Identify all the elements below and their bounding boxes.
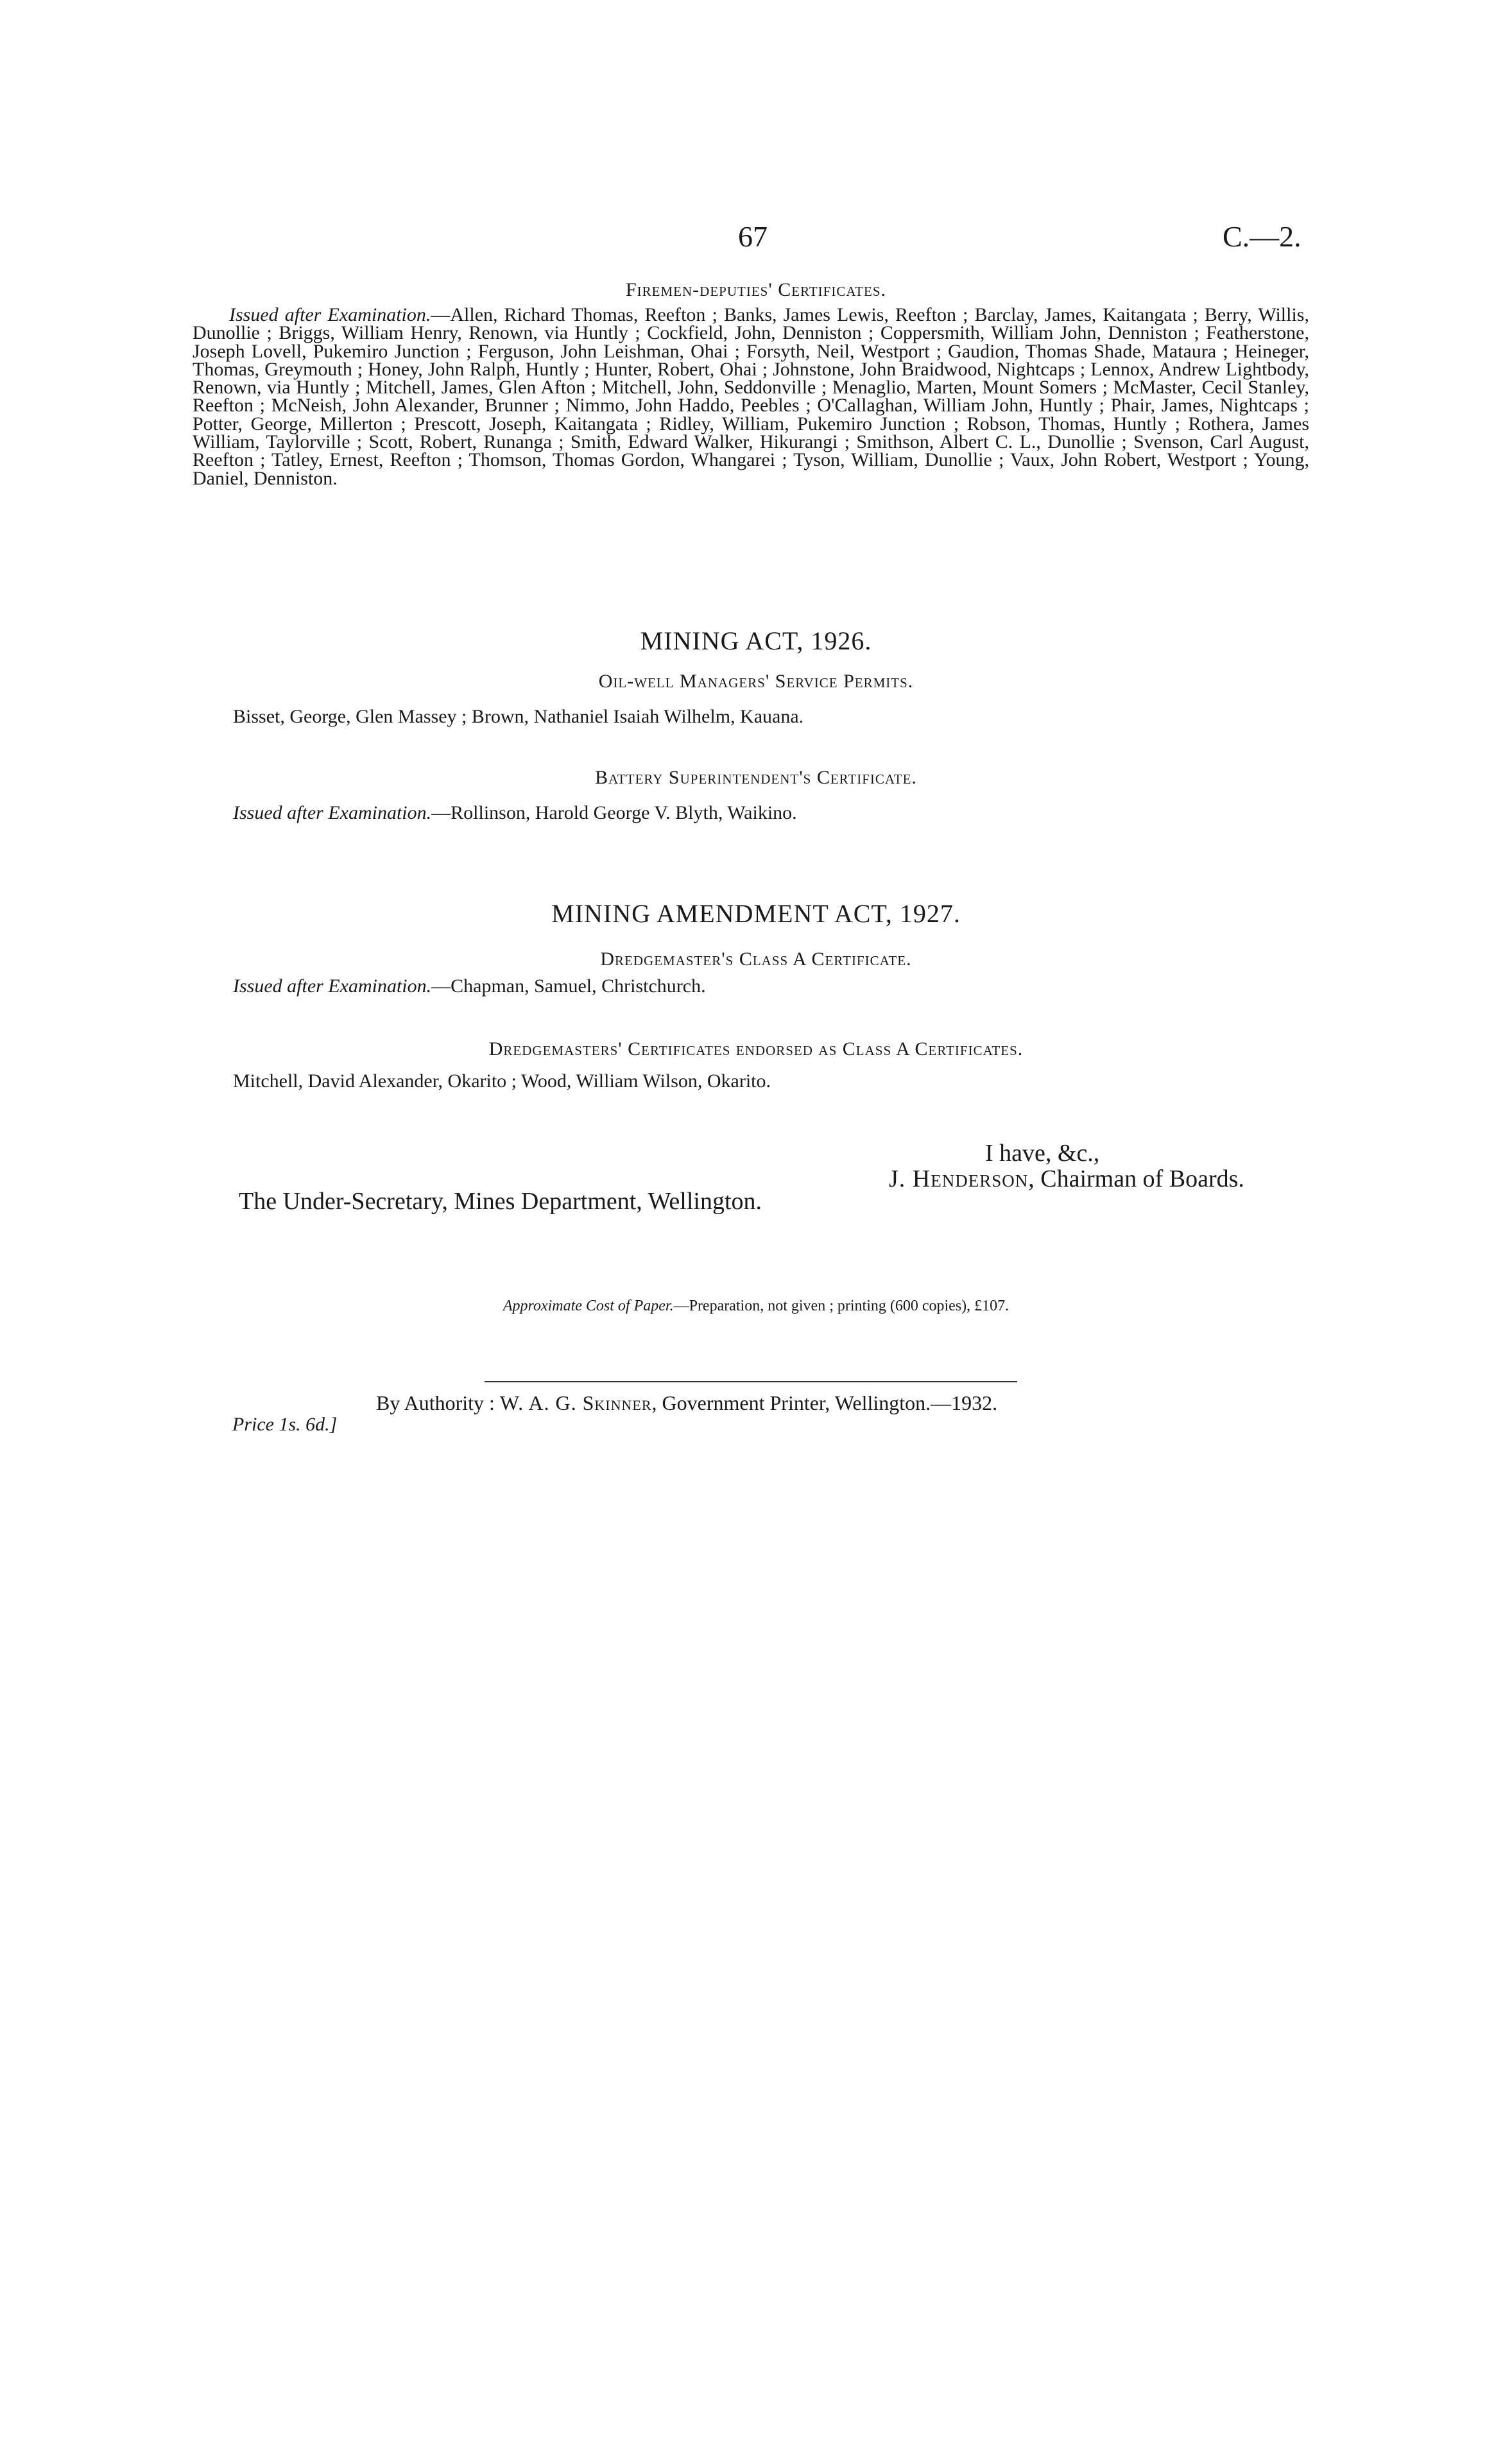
signatory bbox=[889, 1165, 1244, 1193]
issued-label: Issued after Examination. bbox=[233, 802, 432, 823]
authority-prefix: By Authority : bbox=[376, 1391, 495, 1414]
authority-suffix: , Government Printer, Wellington.—1932. bbox=[651, 1391, 998, 1414]
mining-amendment-1927-title: MINING AMENDMENT ACT, 1927. bbox=[551, 899, 961, 928]
oil-well-names: Bisset, George, Glen Massey ; Brown, Nathaniel Isaiah Wilhelm, Kauana. bbox=[233, 706, 804, 727]
cost-text: —Preparation, not given ; printing (600 copies), £107. bbox=[673, 1298, 1009, 1314]
signatory-title: , Chairman of Boards. bbox=[1028, 1165, 1244, 1192]
price: Price 1s. 6d.] bbox=[232, 1414, 338, 1435]
battery-heading: Battery Superintendent's Certificate. bbox=[595, 767, 917, 788]
endorsed-names: Mitchell, David Alexander, Okarito ; Wood, William Wilson, Okarito. bbox=[233, 1070, 771, 1092]
salutation: I have, &c., bbox=[985, 1140, 1100, 1167]
printer-name: W. A. G. Skinner bbox=[499, 1391, 652, 1414]
class-a-names: —Chapman, Samuel, Christchurch. bbox=[431, 975, 706, 997]
addressee: The Under-Secretary, Mines Department, Wellington. bbox=[239, 1188, 762, 1215]
class-a-paragraph bbox=[233, 975, 706, 997]
oil-well-heading: Oil-well Managers' Service Permits. bbox=[598, 671, 914, 692]
endorsed-heading: Dredgemasters' Certificates endorsed as Class A Certificates. bbox=[488, 1038, 1024, 1060]
document-code: C.—2. bbox=[1223, 220, 1302, 253]
battery-paragraph bbox=[233, 802, 797, 824]
mining-act-1926-title: MINING ACT, 1926. bbox=[640, 626, 872, 655]
page-number: 67 bbox=[738, 220, 768, 253]
firemen-names: —Allen, Richard Thomas, Reefton ; Banks, James Lewis, Reefton ; Barclay, James, Kaitangata ; Berry, Willis, Dunollie ; Briggs, William Henry, Renown, via Huntly ; Cockfield, John, Denniston ; Coppersmith, William John, Denniston ; Featherstone, Joseph Lovell, Pukemiro Junction ; Ferguson, John Leishman, Ohai ; Forsyth, Neil, Westport ; Gaudion, Thomas Shade, Mataura ; Heineger, Thomas, Greymouth ; Honey, John Ralph, Huntly ; Hunter, Robert, Ohai ; Johnstone, John Braidwood, Nightcaps ; Lennox, Andrew Lightbody, Renown, via Huntly ; Mitchell, James, Glen Afton ; Mitchell, John, Seddonville ; Menaglio, Marten, Mount Somers ; McMaster, Cecil Stanley, Reefton ; McNeish, John Alexander, Brunner ; Nimmo, John Haddo, Peebles ; O'Callaghan, William John, Huntly ; Phair, James, Nightcaps ; Potter, George, Millerton ; Prescott, Joseph, Kaitangata ; Ridley, William, Pukemiro Junction ; Robson, Thomas, Huntly ; Rothera, James William, Taylorville ; Scott, Robert, Runanga ; Smith, Edward Walker, Hikurangi ; Smithson, Albert C. L., Dunollie ; Svenson, Carl August, Reefton ; Tatley, Ernest, Reefton ; Thomson, Thomas Gordon, Whangarei ; Tyson, William, Dunollie ; Vaux, John Robert, Westport ; Young, Daniel, Denniston. bbox=[193, 304, 1309, 489]
authority-line bbox=[376, 1391, 997, 1415]
cost-note bbox=[0, 1298, 1512, 1315]
cost-label: Approximate Cost of Paper. bbox=[503, 1298, 674, 1314]
firemen-paragraph bbox=[193, 306, 1309, 488]
class-a-heading: Dredgemaster's Class A Certificate. bbox=[600, 949, 912, 970]
issued-label: Issued after Examination. bbox=[233, 975, 432, 997]
issued-label: Issued after Examination. bbox=[229, 304, 431, 325]
firemen-heading: Firemen-deputies' Certificates. bbox=[626, 279, 886, 300]
signatory-name: J. Henderson bbox=[889, 1165, 1029, 1192]
authority-rule bbox=[485, 1381, 1017, 1382]
battery-names: —Rollinson, Harold George V. Blyth, Waikino. bbox=[431, 802, 797, 823]
